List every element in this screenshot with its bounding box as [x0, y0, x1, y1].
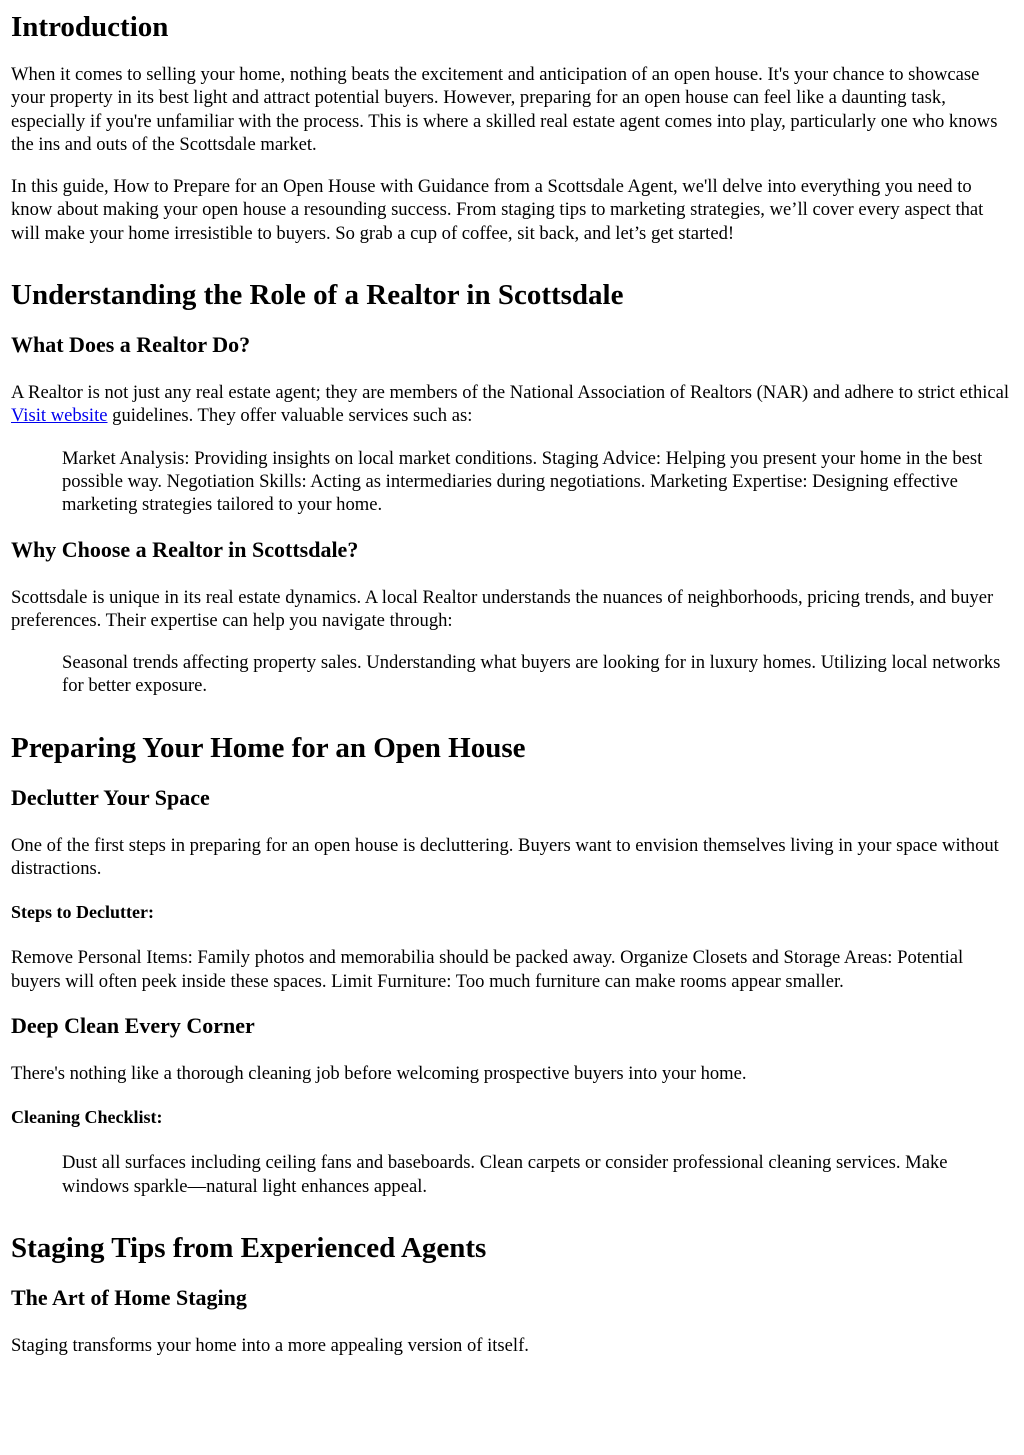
heading-declutter: Declutter Your Space — [11, 784, 210, 810]
realtor-text-after-link: guidelines. They offer valuable services such as: — [107, 405, 473, 427]
deep-clean-paragraph: There's nothing like a thorough cleaning job before welcoming prospective buyers into your home. — [11, 1062, 747, 1084]
realtor-services-list: Market Analysis: Providing insights on local market conditions. Staging Advice: Helping you present your home in the best possible way. Negotiation Skills: Acting as intermediaries during negotiations. Marketing Expertise: Designing effective marketing strategies tailored to your home. — [62, 447, 983, 516]
why-realtor-list: Seasonal trends affecting property sales. Understanding what buyers are looking for in luxury homes. Utilizing local networks for better exposure. — [62, 652, 1001, 697]
heading-art-of-staging: The Art of Home Staging — [11, 1284, 247, 1310]
heading-preparing-home: Preparing Your Home for an Open House — [11, 731, 526, 764]
visit-website-link[interactable]: Visit website — [11, 405, 108, 427]
realtor-text-before-link: A Realtor is not just any real estate agent; they are members of the National Association of Realtors (NAR) and adhere to strict ethical — [11, 382, 1010, 404]
heading-steps-to-declutter: Steps to Declutter: — [11, 902, 154, 923]
heading-staging-tips: Staging Tips from Experienced Agents — [11, 1231, 487, 1264]
steps-paragraph: Remove Personal Items: Family photos and memorabilia should be packed away. Organize Closets and Storage Areas: Potential buyers will often peek inside these spaces. Limit Furniture: Too much furniture can make rooms appear smaller. — [11, 947, 964, 992]
realtor-paragraph — [11, 381, 1013, 428]
intro-paragraph-2: In this guide, How to Prepare for an Open House with Guidance from a Scottsdale Agent, we'll delve into everything you need to know about making your open house a resounding success. From staging tips to marketing strategies, we’ll cover every aspect that will make your home irresistible to buyers. So grab a cup of coffee, sit back, and let’s get started! — [11, 176, 984, 244]
heading-realtor-role: Understanding the Role of a Realtor in Scottsdale — [11, 279, 624, 312]
heading-introduction: Introduction — [11, 11, 169, 43]
staging-paragraph: Staging transforms your home into a more appealing version of itself. — [11, 1334, 529, 1356]
intro-paragraph-1: When it comes to selling your home, nothing beats the excitement and anticipation of an open house. It's your chance to showcase your property in its best light and attract potential buyers. However, preparing for an open house can feel like a daunting task, especially if you're unfamiliar with the process. This is where a skilled real estate agent comes into play, particularly one who knows the ins and outs of the Scottsdale market. — [11, 64, 998, 155]
heading-deep-clean: Deep Clean Every Corner — [11, 1012, 255, 1038]
heading-why-choose-realtor: Why Choose a Realtor in Scottsdale? — [11, 536, 359, 562]
why-realtor-paragraph: Scottsdale is unique in its real estate dynamics. A local Realtor understands the nuances of neighborhoods, pricing trends, and buyer preferences. Their expertise can help you navigate through: — [11, 586, 994, 631]
heading-cleaning-checklist: Cleaning Checklist: — [11, 1107, 163, 1128]
cleaning-checklist-list: Dust all surfaces including ceiling fans and baseboards. Clean carpets or consider professional cleaning services. Make windows sparkle—natural light enhances appeal. — [62, 1152, 948, 1197]
declutter-paragraph: One of the first steps in preparing for an open house is decluttering. Buyers want to envision themselves living in your space without distractions. — [11, 834, 999, 880]
article — [0, 9, 1024, 1357]
heading-what-does-realtor-do: What Does a Realtor Do? — [11, 332, 251, 358]
